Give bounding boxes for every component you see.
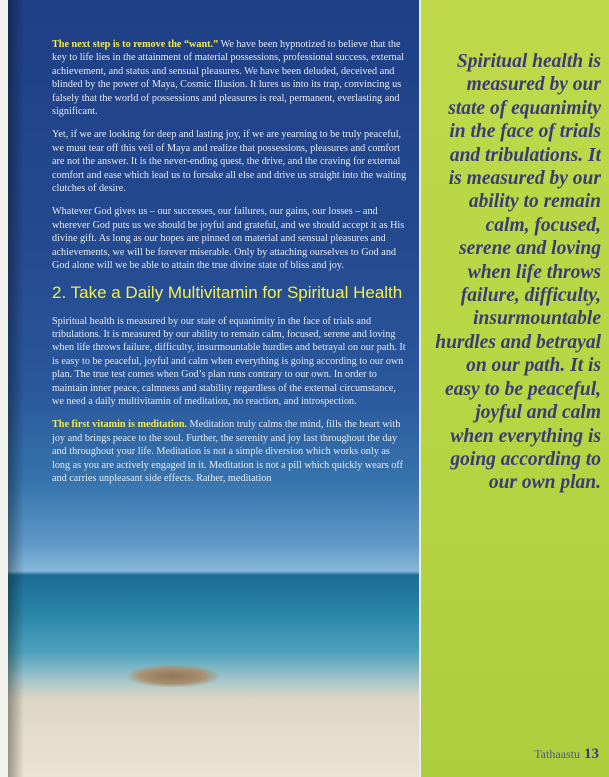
paragraph-1 bbox=[52, 38, 408, 118]
left-panel bbox=[8, 0, 421, 777]
section-number: 2. bbox=[52, 282, 67, 302]
pullquote: Spiritual health is measured by our state of equanimity in the face of trials and tribulations. It is measured by our ability to remain calm, focused, serene and loving when life throws failure, difficulty, insurmountable hurdles and betrayal on our path. It is easy to be peaceful, joyful and calm when everything is going according to our own plan. bbox=[435, 51, 601, 494]
paragraph-4: Spiritual health is measured by our state of equanimity in the face of trials and tribulations. It is measured by our ability to remain calm, focused, serene and loving when life throws failure, difficulty, insurmountable hurdles and betrayal on our path. It is easy to be peaceful, joyful and calm when everything is going according to our own plan. The true test comes when God’s plan runs contrary to our own. In order to maintain inner peace, calmness and stability regardless of the external circumstance, we need a daily multivitamin of meditation, no reaction, and introspection. bbox=[52, 315, 406, 407]
magazine-name: Tathaastu bbox=[534, 747, 580, 761]
page-footer bbox=[534, 746, 599, 763]
paragraph-1-text: We have been hypnotized to believe that the key to life lies in the attainment of material possessions, professional success, external achievement, and status and sensual pleasures. We have been deluded, deceived and blinded by the power of Maya, Cosmic Illusion. It lures us into its trap, convincing us falsely that the world of possessions and pleasures is real, permanent, everlasting and significant. bbox=[52, 39, 404, 118]
section-heading bbox=[52, 283, 408, 303]
page-number: 13 bbox=[584, 746, 599, 762]
section-title: Take a Daily Multivitamin for Spiritual Health bbox=[70, 282, 403, 302]
beach-seaweed bbox=[128, 665, 218, 687]
article-body bbox=[52, 38, 408, 495]
paragraph-5-text: Meditation truly calms the mind, fills the heart with joy and brings peace to the soul. Further, the serenity and joy last throughout the day and throughout your life. Meditation is not a simple diversion which works only as long as you are actively engaged in it. Meditation is not a pill which quickly wears off and carries unpleasant side effects. Rather, meditation bbox=[52, 419, 403, 484]
paragraph-3: Whatever God gives us – our successes, our failures, our gains, our losses – and wherever God puts us we should be joyful and grateful, and we should accept it as His divine gift. As long as our hopes are pinned on material and sensual pleasures and achievements, we will be forever miserable. Only by attaching ourselves to God and God alone will we be able to attain the true divine state of bliss and joy. bbox=[52, 206, 405, 272]
paragraph-5 bbox=[52, 418, 408, 485]
paragraph-5-lead: The first vitamin is meditation. bbox=[52, 419, 187, 431]
magazine-page bbox=[8, 0, 609, 777]
paragraph-1-lead: The next step is to remove the “want.” bbox=[52, 39, 219, 50]
right-panel bbox=[421, 0, 609, 777]
paragraph-2: Yet, if we are looking for deep and lasting joy, if we are yearning to be truly peaceful, we must tear off this veil of Maya and realize that possessions, pleasures and comfort are not the answer. It is the never-ending quest, the drive, and the craving for external comfort and ease which lead us to forsake all else and drive us straight into the waiting clutches of desire. bbox=[52, 129, 407, 195]
